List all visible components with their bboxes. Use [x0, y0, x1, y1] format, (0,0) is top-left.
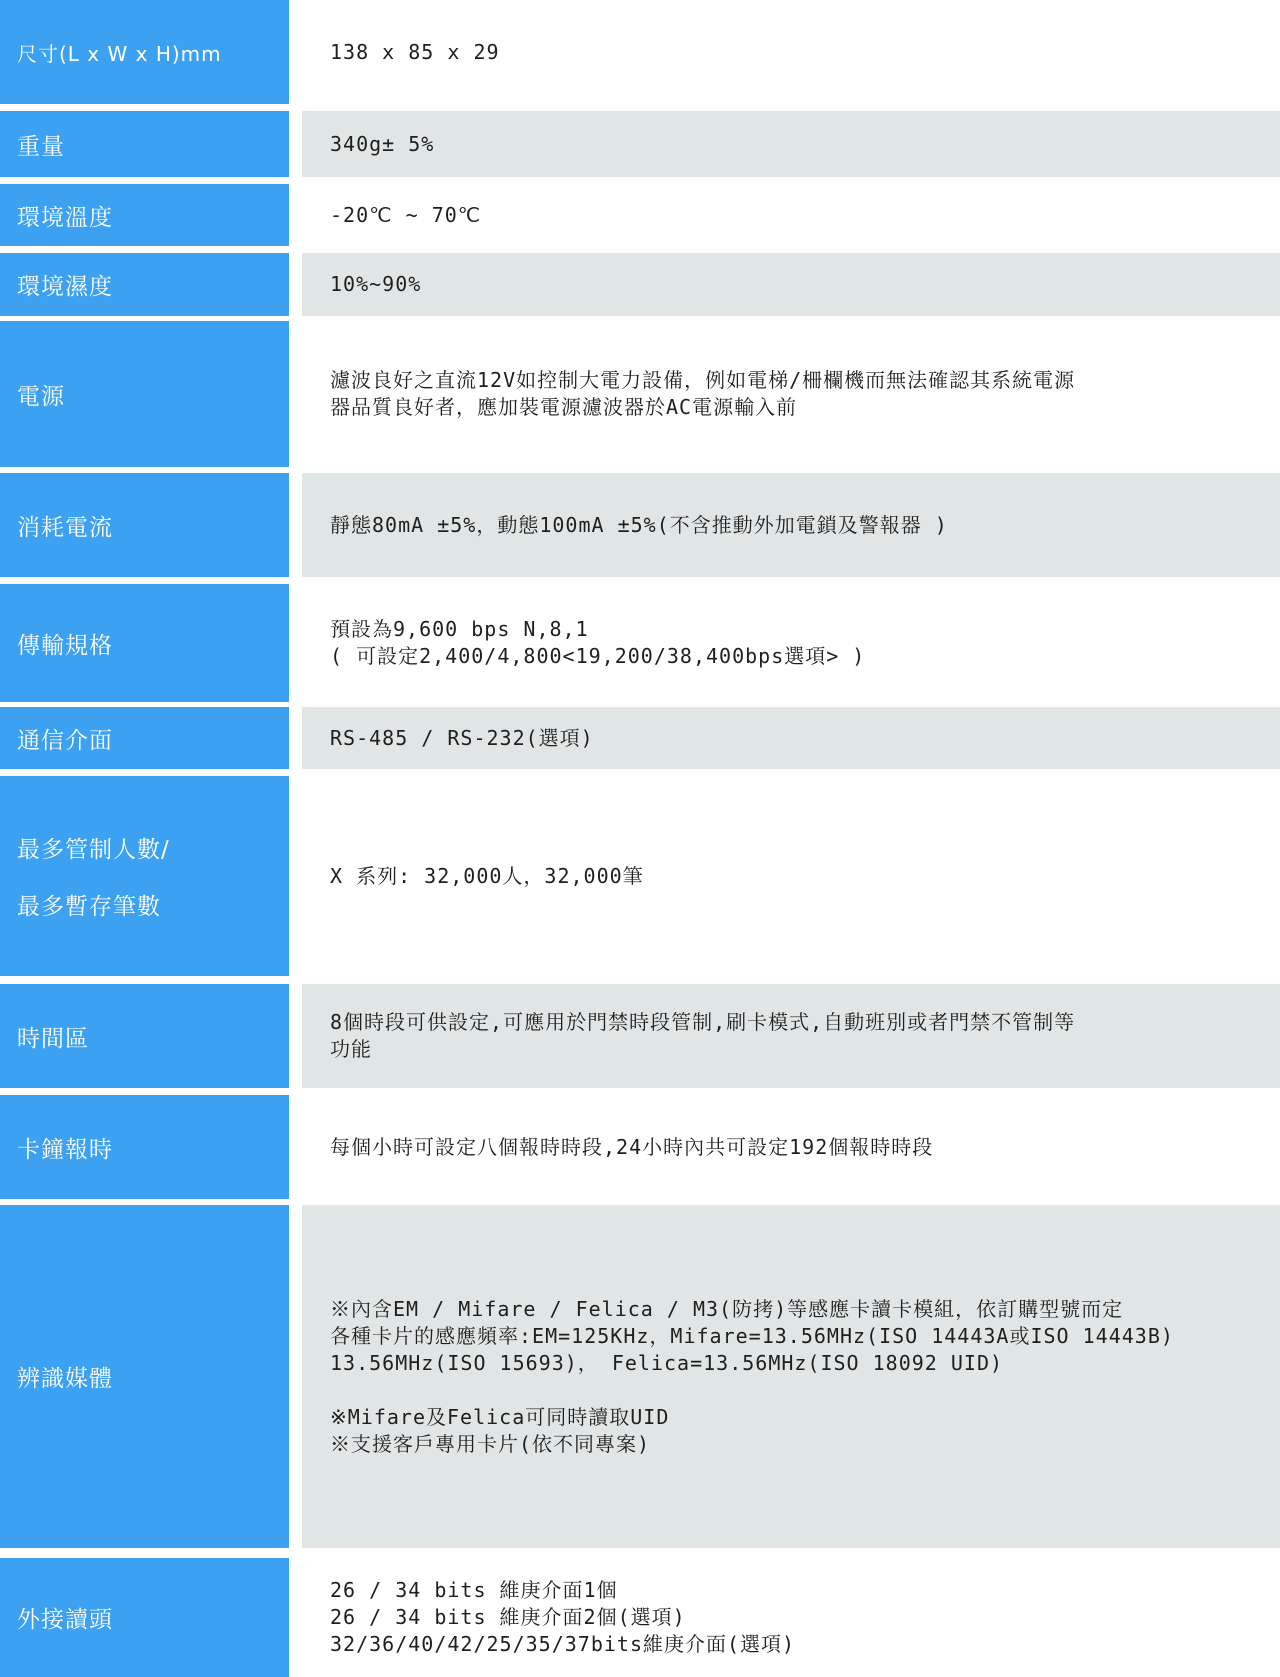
spec-row-current — [0, 473, 1280, 577]
spec-value-spacer — [330, 1377, 1260, 1404]
spec-value-text: 濾波良好之直流12V如控制大電力設備，例如電梯/柵欄機而無法確認其系統電源 — [330, 368, 1076, 392]
spec-label — [0, 0, 289, 104]
spec-value-text: 靜態80mA ±5%，動態100mA ±5%(不含推動外加電鎖及警報器 ) — [330, 512, 948, 537]
spec-label — [0, 1205, 289, 1548]
spec-value — [302, 1095, 1280, 1199]
spec-value-text: 8個時段可供設定,可應用於門禁時段管制,刷卡模式,自動班別或者門禁不管制等 — [330, 1010, 1076, 1034]
spec-label-text: 電源 — [17, 383, 65, 410]
spec-value-text: 各種卡片的感應頻率:EM=125KHz，Mifare=13.56MHz(ISO 14443A或ISO 14443B) — [330, 1323, 1174, 1348]
spec-value-text: 32/36/40/42/25/35/37bits維庚介面(選項) — [330, 1632, 796, 1656]
spec-label-text: 通信介面 — [17, 727, 113, 754]
spec-label — [0, 1095, 289, 1199]
spec-value-text: RS-485 / RS-232(選項) — [330, 725, 594, 750]
spec-row-media — [0, 1205, 1280, 1548]
spec-label-text: 最多管制人數/ — [17, 837, 170, 863]
spec-label — [0, 111, 289, 177]
spec-label — [0, 184, 289, 246]
spec-value-text: ※內含EM / Mifare / Felica / M3(防拷)等感應卡讀卡模組，依訂購型號而定 — [330, 1296, 1124, 1321]
spec-label-text: 環境濕度 — [17, 274, 113, 300]
spec-row-external-reader — [0, 1558, 1280, 1677]
spec-row-humidity — [0, 253, 1280, 316]
spec-value-text: 138 x 85 x 29 — [330, 39, 500, 64]
spec-value — [302, 253, 1280, 316]
spec-value — [302, 0, 1280, 104]
spec-label-text: 尺寸(L x W x H)mm — [17, 41, 222, 66]
spec-label — [0, 473, 289, 577]
spec-value — [302, 584, 1280, 702]
spec-row-time-zone — [0, 984, 1280, 1088]
spec-value — [302, 1205, 1280, 1548]
spec-value-text: X 系列: 32,000人，32,000筆 — [330, 863, 644, 888]
spec-row-weight — [0, 111, 1280, 177]
spec-label-text: 消耗電流 — [17, 514, 113, 541]
spec-value-text: 預設為9,600 bps N,8,1 — [330, 617, 589, 641]
spec-value-text: 13.56MHz(ISO 15693)， Felica=13.56MHz(ISO 18092 UID) — [330, 1350, 1004, 1375]
spec-value — [302, 984, 1280, 1088]
spec-label-text: 時間區 — [17, 1025, 89, 1052]
spec-label — [0, 253, 289, 316]
spec-value-text: -20℃ ~ 70℃ — [330, 202, 482, 227]
spec-value — [302, 1558, 1280, 1677]
spec-row-power — [0, 321, 1280, 467]
spec-label — [0, 1558, 289, 1677]
spec-value-text: 每個小時可設定八個報時時段,24小時內共可設定192個報時時段 — [330, 1134, 934, 1159]
spec-value-text: 10%~90% — [330, 272, 422, 296]
spec-row-capacity — [0, 776, 1280, 976]
spec-label — [0, 984, 289, 1088]
spec-value-text: 340g± 5% — [330, 131, 435, 156]
spec-label-text: 重量 — [17, 133, 65, 160]
spec-label — [0, 776, 289, 976]
spec-value — [302, 321, 1280, 467]
spec-label-text: 最多暫存筆數 — [17, 894, 161, 920]
spec-row-chime — [0, 1095, 1280, 1199]
spec-row-dimensions — [0, 0, 1280, 104]
spec-value-text: 功能 — [330, 1037, 372, 1061]
spec-label-text: 辨識媒體 — [17, 1366, 113, 1392]
spec-label-text: 外接讀頭 — [17, 1607, 113, 1633]
spec-value — [302, 111, 1280, 177]
spec-label-text: 卡鐘報時 — [17, 1136, 113, 1163]
spec-row-temperature — [0, 184, 1280, 246]
spec-value — [302, 776, 1280, 976]
spec-row-interface — [0, 707, 1280, 769]
spec-value-text: ( 可設定2,400/4,800<19,200/38,400bps選項> ) — [330, 644, 866, 668]
spec-label — [0, 584, 289, 702]
spec-value-text: ※支援客戶專用卡片(依不同專案) — [330, 1431, 651, 1456]
spec-value-text: 26 / 34 bits 維庚介面1個 — [330, 1578, 618, 1602]
spec-label — [0, 707, 289, 769]
spec-value-text: 器品質良好者，應加裝電源濾波器於AC電源輸入前 — [330, 395, 798, 419]
spec-row-transmission — [0, 584, 1280, 702]
spec-label — [0, 321, 289, 467]
spec-value — [302, 473, 1280, 577]
spec-value-text: ※Mifare及Felica可同時讀取UID — [330, 1404, 670, 1429]
spec-value-text: 26 / 34 bits 維庚介面2個(選項) — [330, 1605, 686, 1629]
spec-value — [302, 707, 1280, 769]
spec-label-text: 環境溫度 — [17, 204, 113, 231]
spec-value — [302, 184, 1280, 246]
spec-label-text: 傳輸規格 — [17, 632, 113, 659]
